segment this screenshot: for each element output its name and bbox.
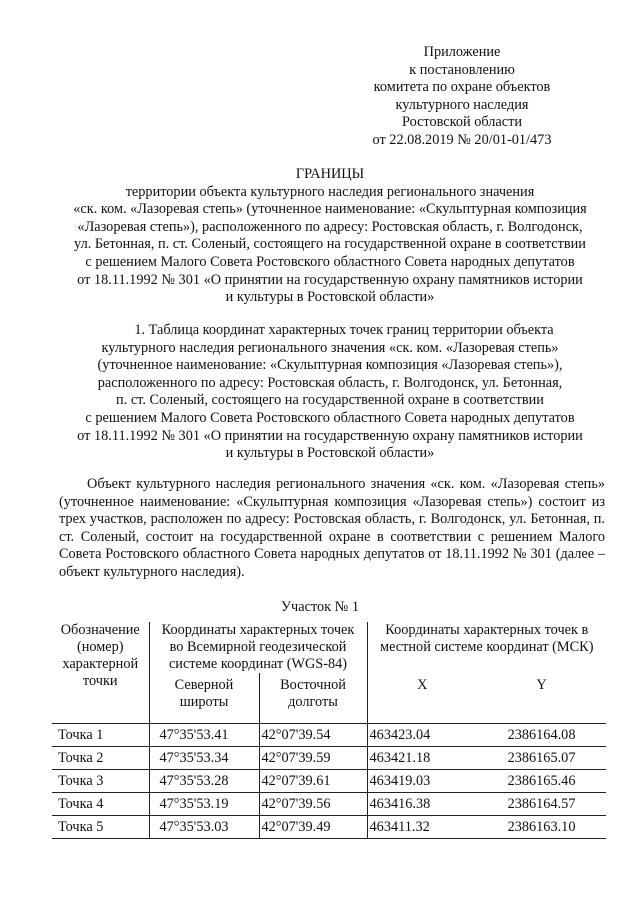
appendix-line: Приложение	[423, 44, 501, 60]
title-line: с решением Малого Совета Ростовского областного Совета народных депутатов	[85, 253, 575, 270]
section-line: культурного наследия регионального значения «ск. ком. «Лазоревая степь»	[101, 339, 559, 356]
title-line: «ск. ком. «Лазоревая степь» (уточненное наименование: «Скульптурная композиция	[73, 201, 587, 218]
header-wgs: Координаты характерных точек во Всемирной геодезической системе координат (WGS-84)	[149, 622, 367, 673]
appendix-line: культурного наследия	[395, 96, 529, 113]
cell-lon: 42°07'39.56	[259, 793, 367, 816]
cell-lat: 47°35'53.41	[149, 724, 259, 747]
cell-lat: 47°35'53.19	[149, 793, 259, 816]
section-1-heading	[52, 322, 608, 463]
cell-x: 463419.03	[367, 770, 477, 793]
cell-lon: 42°07'39.61	[259, 770, 367, 793]
header-x: X	[367, 673, 477, 724]
cell-lat: 47°35'53.28	[149, 770, 259, 793]
plot-caption: Участок № 1	[280, 599, 360, 615]
table-row	[52, 724, 606, 747]
cell-x: 463423.04	[367, 724, 477, 747]
cell-y: 2386164.57	[507, 796, 576, 812]
section-line: с решением Малого Совета Ростовского областного Совета народных депутатов	[85, 409, 575, 426]
cell-y: 2386165.46	[507, 773, 576, 789]
section-line: и культуры в Ростовской области»	[225, 445, 435, 462]
title-heading: ГРАНИЦЫ	[295, 166, 365, 182]
cell-y: 2386165.07	[507, 750, 576, 766]
header-msk: Координаты характерных точек в местной системе координат (МСК)	[367, 622, 606, 673]
cell-x: 463411.32	[367, 816, 477, 839]
header-north: Северной широты	[149, 673, 259, 724]
header-y: Y	[536, 677, 547, 693]
cell-point-name: Точка 3	[58, 773, 104, 789]
appendix-line: Ростовской области	[401, 114, 523, 131]
title-line: ул. Бетонная, п. ст. Соленый, состоящего на государственной охране в соответствии	[74, 236, 586, 253]
table-row	[52, 816, 606, 839]
appendix-line: к постановлению	[409, 61, 515, 78]
table-row	[52, 747, 606, 770]
table-row	[52, 770, 606, 793]
title-line: и культуры в Ростовской области»	[225, 289, 435, 306]
cell-y: 2386163.10	[507, 819, 576, 835]
table-row	[52, 793, 606, 816]
cell-lat: 47°35'53.34	[149, 747, 259, 770]
header-designation: Обозначение (номер) характерной точки	[60, 622, 140, 689]
document-title	[52, 166, 608, 307]
appendix-line: комитета по охране объектов	[373, 79, 551, 96]
section-line: от 18.11.1992 № 301 «О принятии на государственную охрану памятников истории	[77, 427, 583, 444]
cell-point-name: Точка 5	[58, 819, 104, 835]
body-paragraph: Объект культурного наследия регионального значения «ск. ком. «Лазоревая степь» (уточненное наименование: «Скульптурная композиция «Лазоревая степь») состоит из трех участков, расположен по адресу: Ростовская область, г. Волгодонск, ул. Бетонная, п. ст. Соленый, состоит на государственной охране в соответствии с решением Малого Совета Ростовского областного Совета народных депутатов от 18.11.1992 № 301 (далее – объект культурного наследия).	[59, 476, 605, 580]
section-line: п. ст. Соленый, состоящего на государственной охране в соответствии	[116, 392, 544, 409]
section-line: (уточненное наименование: «Скульптурная композиция «Лазоревая степь»),	[97, 357, 563, 374]
cell-lon: 42°07'39.49	[259, 816, 367, 839]
appendix-line: от 22.08.2019 № 20/01-01/473	[372, 131, 552, 148]
cell-y: 2386164.08	[507, 727, 576, 743]
section-line: расположенного по адресу: Ростовская область, г. Волгодонск, ул. Бетонная,	[97, 374, 563, 391]
table-header-row	[52, 622, 606, 673]
cell-x: 463416.38	[367, 793, 477, 816]
cell-lon: 42°07'39.59	[259, 747, 367, 770]
title-line: «Лазоревая степь»), расположенного по адресу: Ростовская область, г. Волгодонск,	[77, 218, 583, 235]
cell-point-name: Точка 2	[58, 750, 104, 766]
header-east: Восточной долготы	[259, 673, 367, 724]
cell-point-name: Точка 4	[58, 796, 104, 812]
appendix-block	[342, 44, 582, 150]
cell-point-name: Точка 1	[58, 727, 104, 743]
cell-x: 463421.18	[367, 747, 477, 770]
cell-lon: 42°07'39.54	[259, 724, 367, 747]
title-line: территории объекта культурного наследия регионального значения	[125, 183, 535, 200]
title-line: от 18.11.1992 № 301 «О принятии на государственную охрану памятников истории	[77, 271, 583, 288]
section-line: 1. Таблица координат характерных точек границ территории объекта	[134, 322, 554, 338]
cell-lat: 47°35'53.03	[149, 816, 259, 839]
coordinates-table	[52, 622, 606, 839]
